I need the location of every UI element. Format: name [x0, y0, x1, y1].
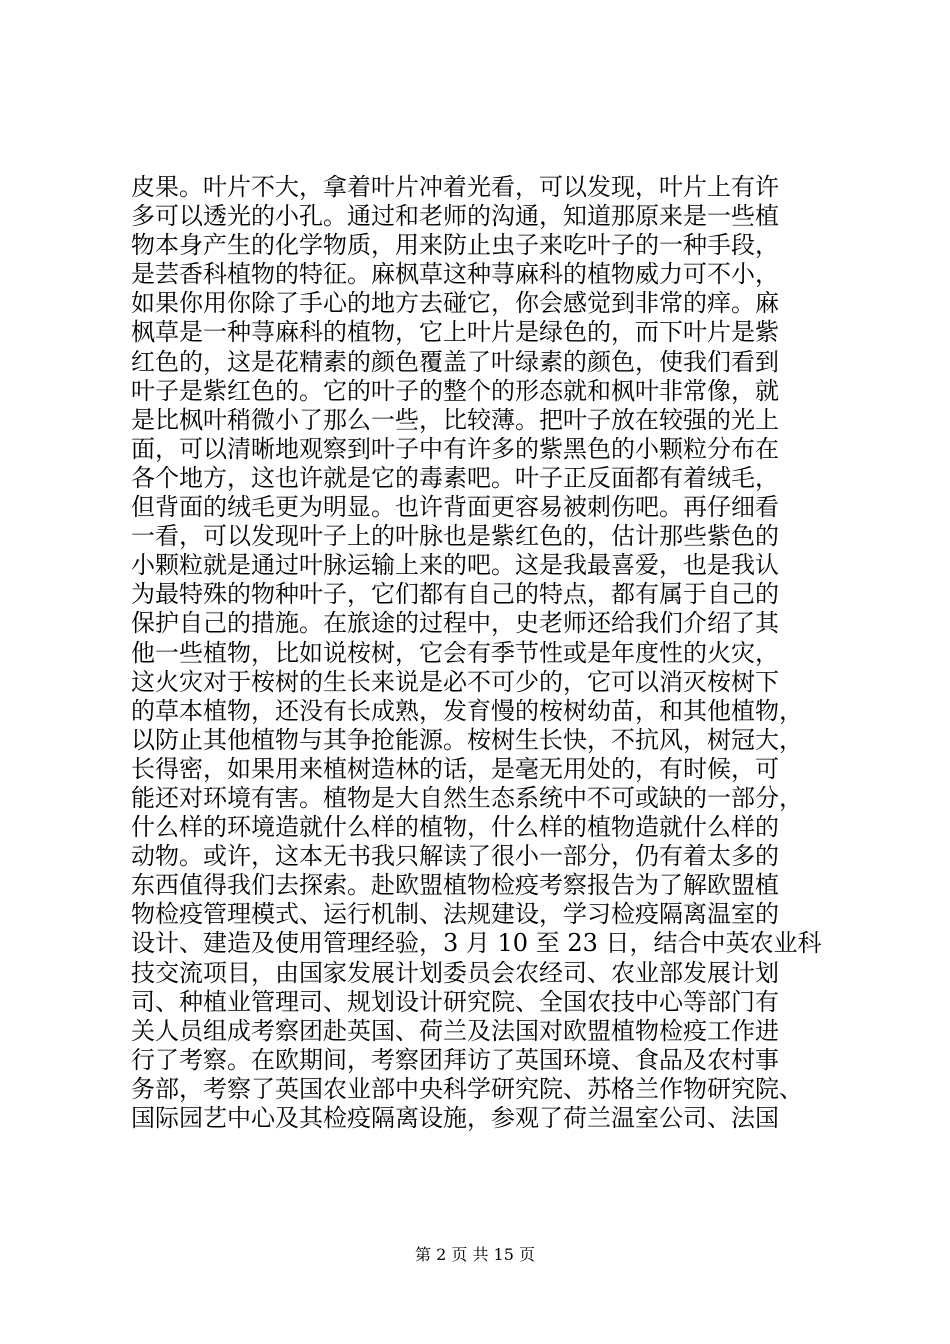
text-line: 长得密，如果用来植树造林的话，是毫无用处的，有时候，可	[131, 754, 779, 783]
text-line: 行了考察。在欧期间，考察团拜访了英国环境、食品及农村事	[131, 1045, 779, 1074]
text-line: 保护自己的措施。在旅途的过程中，史老师还给我们介绍了其	[131, 609, 779, 638]
text-line: 物本身产生的化学物质，用来防止虫子来吃叶子的一种手段，	[131, 231, 779, 260]
text-line: 皮果。叶片不大，拿着叶片冲着光看，可以发现，叶片上有许	[131, 173, 779, 201]
text-line: 面，可以清晰地观察到叶子中有许多的紫黑色的小颗粒分布在	[131, 434, 779, 463]
text-line: 红色的，这是花精素的颜色覆盖了叶绿素的颜色，使我们看到	[131, 347, 779, 376]
text-line: 他一些植物，比如说桉树，它会有季节性或是年度性的火灾，	[131, 638, 779, 667]
text-line: 能还对环境有害。植物是大自然生态系统中不可或缺的一部分，	[131, 783, 803, 812]
text-line: 是芸香科植物的特征。麻枫草这种荨麻科的植物威力可不小，	[131, 260, 779, 289]
text-line: 枫草是一种荨麻科的植物，它上叶片是绿色的，而下叶片是紫	[131, 318, 779, 347]
text-line: 一看，可以发现叶子上的叶脉也是紫红色的，估计那些紫色的	[131, 522, 779, 551]
text-line: 司、种植业管理司、规划设计研究院、全国农技中心等部门有	[131, 987, 779, 1016]
text-line: 务部，考察了英国农业部中央科学研究院、苏格兰作物研究院、	[131, 1074, 803, 1103]
text-line: 的草本植物，还没有长成熟，发育慢的桉树幼苗，和其他植物，	[131, 696, 803, 725]
text-line: 以防止其他植物与其争抢能源。桉树生长快，不抗风，树冠大，	[131, 725, 803, 754]
text-line: 国际园艺中心及其检疫隔离设施，参观了荷兰温室公司、法国	[131, 1104, 779, 1132]
text-line: 为最特殊的物种叶子，它们都有自己的特点，都有属于自己的	[131, 580, 779, 609]
text-line: 是比枫叶稍微小了那么一些，比较薄。把叶子放在较强的光上	[131, 405, 779, 434]
text-line: 关人员组成考察团赴英国、荷兰及法国对欧盟植物检疫工作进	[131, 1016, 779, 1045]
text-line: 设计、建造及使用管理经验，3 月 10 至 23 日，结合中英农业科	[131, 929, 822, 958]
text-line: 多可以透光的小孔。通过和老师的沟通，知道那原来是一些植	[131, 202, 779, 231]
text-line: 各个地方，这也许就是它的毒素吧。叶子正反面都有着绒毛，	[131, 463, 779, 492]
text-line: 如果你用你除了手心的地方去碰它，你会感觉到非常的痒。麻	[131, 289, 779, 318]
text-line: 技交流项目，由国家发展计划委员会农经司、农业部发展计划	[131, 958, 779, 987]
text-line: 动物。或许，这本无书我只解读了很小一部分，仍有着太多的	[131, 842, 779, 871]
text-line: 什么样的环境造就什么样的植物，什么样的植物造就什么样的	[131, 813, 779, 842]
page-footer	[0, 1245, 950, 1265]
text-line: 小颗粒就是通过叶脉运输上来的吧。这是我最喜爱，也是我认	[131, 551, 779, 580]
text-line: 这火灾对于桉树的生长来说是必不可少的，它可以消灭桉树下	[131, 667, 779, 696]
text-line: 叶子是紫红色的。它的叶子的整个的形态就和枫叶非常像，就	[131, 376, 779, 405]
page-number-label: 第 2 页 共 15 页	[415, 1245, 535, 1264]
body-text	[131, 173, 831, 1133]
text-line: 东西值得我们去探索。赴欧盟植物检疫考察报告为了解欧盟植	[131, 871, 779, 900]
text-line: 但背面的绒毛更为明显。也许背面更容易被刺伤吧。再仔细看	[131, 493, 779, 522]
text-line: 物检疫管理模式、运行机制、法规建设，学习检疫隔离温室的	[131, 900, 779, 929]
